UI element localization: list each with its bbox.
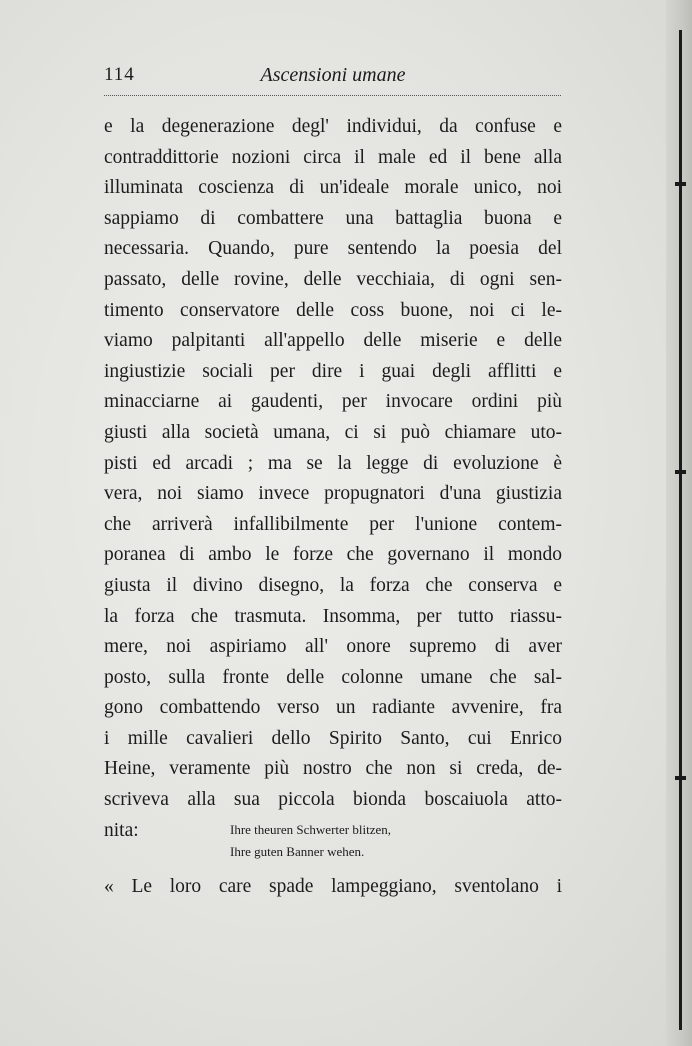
text-line: giusta il divino disegno, la forza che conserva e	[104, 574, 562, 596]
page-edge-shadow	[666, 0, 692, 1046]
text-line: gono combattendo verso un radiante avvenire, fra	[104, 697, 562, 719]
page-edge-mark	[675, 182, 686, 186]
translation-line: « Le loro care spade lampeggiano, sventolano i	[104, 876, 562, 897]
text-line: necessaria. Quando, pure sentendo la poesia del	[104, 238, 562, 260]
text-line: e la degenerazione degl' individui, da confuse e	[104, 116, 562, 137]
header-rule	[104, 95, 561, 96]
text-line: minacciarne ai gaudenti, per invocare ordini più	[104, 391, 562, 413]
page-edge-mark	[675, 776, 686, 780]
text-line: Heine, veramente più nostro che non si creda, de-	[104, 758, 562, 780]
running-head	[104, 64, 562, 90]
quote-line: Ihre theuren Schwerter blitzen,	[230, 822, 391, 837]
text-line: ingiustizie sociali per dire i guai degli afflitti e	[104, 360, 562, 382]
text-line: poranea di ambo le forze che governano il mondo	[104, 544, 562, 566]
quote-line: Ihre guten Banner wehen.	[230, 844, 365, 859]
german-quote	[230, 819, 391, 863]
text-line: contraddittorie nozioni circa il male ed il bene alla	[104, 146, 562, 168]
page-edge-line	[679, 30, 682, 1030]
text-line: posto, sulla fronte delle colonne umane che sal-	[104, 666, 562, 688]
text-line: scriveva alla sua piccola bionda boscaiuola atto-	[104, 789, 562, 811]
running-title: Ascensioni umane	[260, 64, 406, 86]
translation-paragraph	[104, 872, 562, 903]
text-line: sappiamo di combattere una battaglia buona e	[104, 207, 562, 229]
text-line: i mille cavalieri dello Spirito Santo, cui Enrico	[104, 727, 562, 749]
text-line: la forza che trasmuta. Insomma, per tutto riassu-	[104, 605, 562, 627]
text-line: nita:	[104, 819, 139, 841]
text-line: vera, noi siamo invece propugnatori d'una giustizia	[104, 483, 562, 505]
body-paragraph	[104, 112, 562, 846]
text-line: illuminata coscienza di un'ideale morale unico, noi	[104, 177, 562, 199]
text-line: timento conservatore delle coss buone, noi ci le-	[104, 299, 562, 321]
text-line: passato, delle rovine, delle vecchiaia, di ogni sen-	[104, 268, 562, 290]
text-line: viamo palpitanti all'appello delle miserie e delle	[104, 330, 562, 352]
text-line: pisti ed arcadi ; ma se la legge di evoluzione è	[104, 452, 562, 474]
text-line: mere, noi aspiriamo all' onore supremo di aver	[104, 636, 562, 658]
page-edge-mark	[675, 470, 686, 474]
text-line: che arriverà infallibilmente per l'unione contem-	[104, 513, 562, 535]
text-line: giusti alla società umana, ci si può chiamare uto-	[104, 421, 562, 443]
page-number: 114	[104, 64, 135, 85]
